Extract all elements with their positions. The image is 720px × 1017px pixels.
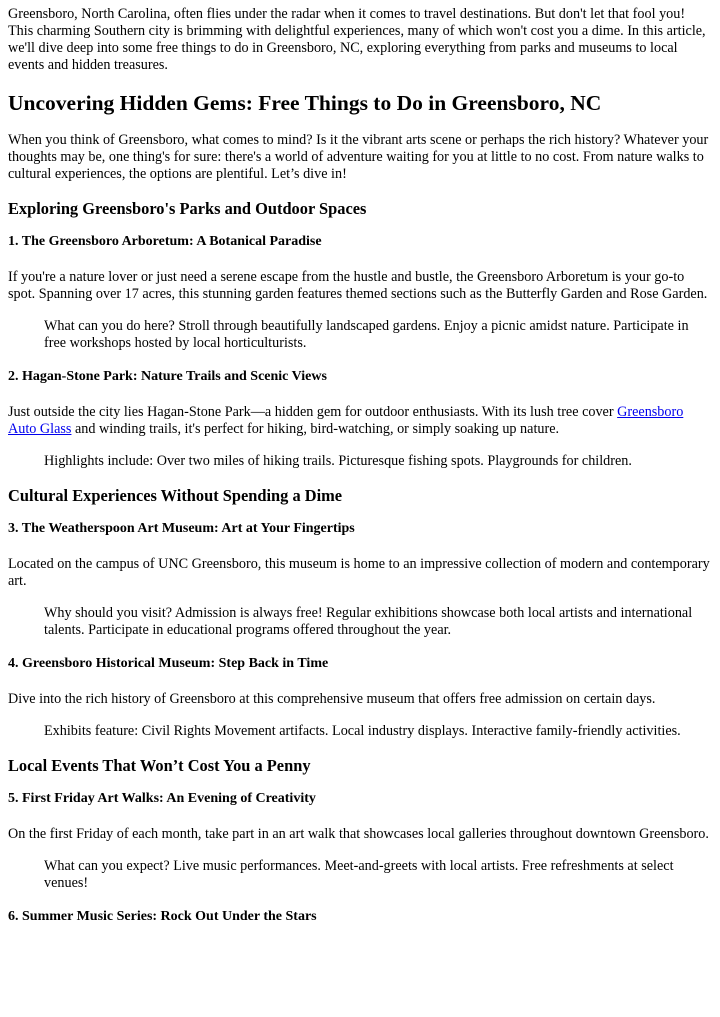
intro-paragraph: Greensboro, North Carolina, often flies under the radar when it comes to travel destinations. But don't let that fool you! This charming Southern city is brimming with delightful experiences, many of which won't cost you a dime. In this article, we'll dive deep into some free things to do in Greensboro, NC, exploring everything from parks and museums to local events and hidden treasures. bbox=[8, 6, 706, 73]
item-heading-first-friday: 5. First Friday Art Walks: An Evening of Creativity bbox=[8, 791, 316, 806]
greensboro-auto-glass-link[interactable]: Greensboro Auto Glass bbox=[8, 404, 684, 437]
item-text-hagan-stone bbox=[8, 404, 712, 438]
item-text-weatherspoon: Located on the campus of UNC Greensboro, this museum is home to an impressive collection of modern and contemporary art. bbox=[8, 556, 710, 589]
item-quote-first-friday: What can you expect? Live music performances. Meet-and-greets with local artists. Free refreshments at select venues! bbox=[44, 858, 674, 891]
item-text-hagan-stone-before: Just outside the city lies Hagan-Stone Park—a hidden gem for outdoor enthusiasts. With its lush tree cover bbox=[8, 404, 618, 420]
title-intro-paragraph: When you think of Greensboro, what comes to mind? Is it the vibrant arts scene or perhaps the rich history? Whatever your thoughts may be, one thing's for sure: there's a world of adventure waiting for you at little to no cost. From nature walks to cultural experiences, the options are plentiful. Let’s dive in! bbox=[8, 132, 709, 182]
item-text-arboretum: If you're a nature lover or just need a serene escape from the hustle and bustle, the Greensboro Arboretum is your go-to spot. Spanning over 17 acres, this stunning garden features themed sections such as the Butterfly Garden and Rose Garden. bbox=[8, 269, 708, 302]
section-heading-parks: Exploring Greensboro's Parks and Outdoor Spaces bbox=[8, 199, 367, 218]
item-quote-weatherspoon: Why should you visit? Admission is always free! Regular exhibitions showcase both local artists and international talents. Participate in educational programs offered throughout the year. bbox=[44, 605, 693, 638]
item-text-first-friday: On the first Friday of each month, take part in an art walk that showcases local galleries throughout downtown Greensboro. bbox=[8, 826, 709, 842]
item-heading-weatherspoon: 3. The Weatherspoon Art Museum: Art at Your Fingertips bbox=[8, 521, 355, 536]
section-heading-local-events: Local Events That Won’t Cost You a Penny bbox=[8, 756, 311, 775]
item-quote-historical-museum: Exhibits feature: Civil Rights Movement artifacts. Local industry displays. Interactive family-friendly activities. bbox=[44, 723, 681, 739]
item-heading-hagan-stone: 2. Hagan-Stone Park: Nature Trails and Scenic Views bbox=[8, 369, 327, 384]
page-title: Uncovering Hidden Gems: Free Things to Do in Greensboro, NC bbox=[8, 91, 602, 115]
item-heading-historical-museum: 4. Greensboro Historical Museum: Step Back in Time bbox=[8, 656, 329, 671]
item-heading-summer-music: 6. Summer Music Series: Rock Out Under the Stars bbox=[8, 909, 317, 924]
item-text-historical-museum: Dive into the rich history of Greensboro at this comprehensive museum that offers free admission on certain days. bbox=[8, 691, 656, 707]
item-text-hagan-stone-after: and winding trails, it's perfect for hiking, bird-watching, or simply soaking up nature. bbox=[71, 421, 560, 437]
section-heading-cultural: Cultural Experiences Without Spending a Dime bbox=[8, 486, 343, 505]
item-heading-arboretum: 1. The Greensboro Arboretum: A Botanical Paradise bbox=[8, 234, 322, 249]
item-quote-arboretum: What can you do here? Stroll through beautifully landscaped gardens. Enjoy a picnic amidst nature. Participate in free workshops hosted by local horticulturists. bbox=[44, 318, 689, 351]
item-quote-hagan-stone: Highlights include: Over two miles of hiking trails. Picturesque fishing spots. Playgrounds for children. bbox=[44, 453, 632, 469]
